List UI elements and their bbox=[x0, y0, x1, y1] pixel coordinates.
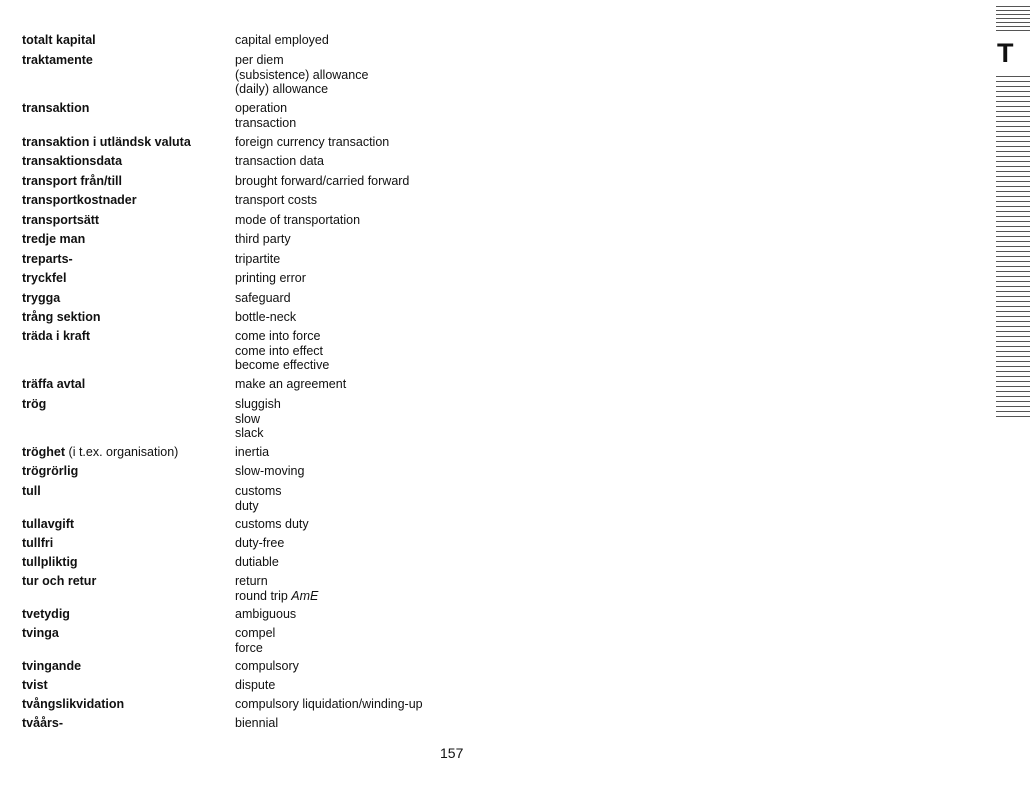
translation-line: foreign currency transaction bbox=[235, 135, 390, 149]
index-rule-line bbox=[996, 81, 1030, 82]
index-rule-line bbox=[996, 286, 1030, 287]
translation-line: dispute bbox=[235, 678, 276, 692]
index-rule-line bbox=[996, 296, 1030, 297]
index-rule-line bbox=[996, 371, 1030, 372]
index-rule-line bbox=[996, 76, 1030, 77]
index-rule-line bbox=[996, 316, 1030, 317]
translation-line: return bbox=[235, 574, 268, 588]
translation-line: slow bbox=[235, 411, 261, 426]
swedish-term: tredje man bbox=[22, 232, 86, 246]
translation-line: slack bbox=[235, 426, 264, 441]
swedish-term: träffa avtal bbox=[22, 377, 86, 391]
glossary-entries bbox=[0, 0, 480, 760]
index-rule-line bbox=[996, 326, 1030, 327]
swedish-term: tull bbox=[22, 484, 41, 498]
swedish-term: trögrörlig bbox=[22, 464, 79, 478]
index-rule-line bbox=[996, 14, 1030, 15]
index-rule-line bbox=[996, 111, 1030, 112]
index-rule-line bbox=[996, 151, 1030, 152]
index-rule-line bbox=[996, 176, 1030, 177]
translation-line: inertia bbox=[235, 445, 270, 459]
index-rule-line bbox=[996, 121, 1030, 122]
english-translation bbox=[235, 445, 475, 460]
translation-line: transport costs bbox=[235, 193, 317, 207]
swedish-term: tvinga bbox=[22, 626, 59, 640]
english-translation bbox=[235, 397, 475, 441]
index-rule-line bbox=[996, 181, 1030, 182]
translation-line: duty bbox=[235, 498, 259, 513]
swedish-term: transport från/till bbox=[22, 174, 123, 188]
index-rule-line bbox=[996, 236, 1030, 237]
index-rule-line bbox=[996, 276, 1030, 277]
index-rule-line bbox=[996, 101, 1030, 102]
translation-line: tripartite bbox=[235, 252, 281, 266]
swedish-term: transportkostnader bbox=[22, 193, 137, 207]
swedish-term: tryckfel bbox=[22, 271, 67, 285]
english-translation bbox=[235, 135, 475, 150]
translation-line: compulsory bbox=[235, 659, 299, 673]
translation-line: bottle-neck bbox=[235, 310, 297, 324]
translation-line: third party bbox=[235, 232, 291, 246]
index-rule-line bbox=[996, 306, 1030, 307]
index-rule-line bbox=[996, 10, 1030, 11]
english-translation bbox=[235, 626, 475, 655]
index-rule-line bbox=[996, 366, 1030, 367]
index-rule-line bbox=[996, 106, 1030, 107]
english-translation bbox=[235, 213, 475, 228]
index-rule-line bbox=[996, 186, 1030, 187]
swedish-term: trög bbox=[22, 397, 47, 411]
index-rule-line bbox=[996, 91, 1030, 92]
page-number: 157 bbox=[440, 745, 464, 761]
index-rule-line bbox=[996, 311, 1030, 312]
thumb-index-letter: T bbox=[997, 38, 1014, 68]
index-rule-line bbox=[996, 191, 1030, 192]
index-rule-line bbox=[996, 301, 1030, 302]
swedish-term: tvist bbox=[22, 678, 48, 692]
index-rule-line bbox=[996, 131, 1030, 132]
translation-line: transaction bbox=[235, 115, 297, 130]
index-rule-line bbox=[996, 356, 1030, 357]
usage-note: (i t.ex. organisation) bbox=[65, 445, 179, 459]
translation-line: safeguard bbox=[235, 291, 291, 305]
swedish-term: transaktionsdata bbox=[22, 154, 123, 168]
index-rule-line bbox=[996, 386, 1030, 387]
index-rule-line bbox=[996, 221, 1030, 222]
index-rule-line bbox=[996, 156, 1030, 157]
term-headword: tröghet bbox=[22, 445, 66, 459]
english-translation bbox=[235, 464, 475, 479]
usage-label: AmE bbox=[291, 588, 319, 603]
english-translation bbox=[235, 154, 475, 169]
index-rule-line bbox=[996, 256, 1030, 257]
english-translation bbox=[235, 174, 475, 189]
english-translation bbox=[235, 271, 475, 286]
swedish-term: tvetydig bbox=[22, 607, 70, 621]
english-translation bbox=[235, 659, 475, 674]
index-rule-line bbox=[996, 166, 1030, 167]
translation-line: customs duty bbox=[235, 517, 309, 531]
swedish-term: träda i kraft bbox=[22, 329, 91, 343]
index-rule-line bbox=[996, 376, 1030, 377]
translation-line: force bbox=[235, 640, 263, 655]
swedish-term: traktamente bbox=[22, 53, 93, 67]
swedish-term: treparts- bbox=[22, 252, 73, 266]
index-rule-line bbox=[996, 6, 1030, 7]
swedish-term: tvåårs- bbox=[22, 716, 63, 730]
index-rule-line bbox=[996, 321, 1030, 322]
index-rule-line bbox=[996, 136, 1030, 137]
translation-line: become effective bbox=[235, 358, 330, 373]
english-translation bbox=[235, 101, 475, 130]
index-rule-line bbox=[996, 196, 1030, 197]
index-rule-line bbox=[996, 381, 1030, 382]
index-rule-line bbox=[996, 361, 1030, 362]
translation-line: compel bbox=[235, 626, 276, 640]
translation-line bbox=[235, 589, 475, 604]
translation-line: ambiguous bbox=[235, 607, 297, 621]
translation-line: transaction data bbox=[235, 154, 324, 168]
english-translation bbox=[235, 232, 475, 247]
index-rule-line bbox=[996, 396, 1030, 397]
thumb-index bbox=[496, 0, 1014, 425]
translation-text: round trip bbox=[235, 588, 288, 603]
translation-line: per diem bbox=[235, 53, 284, 67]
translation-line: printing error bbox=[235, 271, 306, 285]
translation-line: come into force bbox=[235, 329, 321, 343]
translation-line: (daily) allowance bbox=[235, 82, 329, 97]
translation-line: operation bbox=[235, 101, 288, 115]
index-rule-line bbox=[996, 161, 1030, 162]
index-rule-line bbox=[996, 171, 1030, 172]
swedish-term: transaktion i utländsk valuta bbox=[22, 135, 191, 149]
index-rule-line bbox=[996, 281, 1030, 282]
index-rule-line bbox=[996, 201, 1030, 202]
english-translation bbox=[235, 291, 475, 306]
swedish-term: tullpliktig bbox=[22, 555, 78, 569]
english-translation bbox=[235, 484, 475, 513]
index-rule-line bbox=[996, 216, 1030, 217]
index-rule-line bbox=[996, 406, 1030, 407]
english-translation bbox=[235, 574, 475, 603]
index-rule-line bbox=[996, 261, 1030, 262]
index-rule-line bbox=[996, 351, 1030, 352]
english-translation bbox=[235, 517, 475, 532]
translation-line: duty-free bbox=[235, 536, 285, 550]
swedish-term: tvingande bbox=[22, 659, 82, 673]
translation-line: (subsistence) allowance bbox=[235, 67, 369, 82]
translation-line: brought forward/carried forward bbox=[235, 174, 410, 188]
index-rule-line bbox=[996, 30, 1030, 31]
index-rule-line bbox=[996, 141, 1030, 142]
english-translation bbox=[235, 33, 475, 48]
translation-line: make an agreement bbox=[235, 377, 347, 391]
index-rule-line bbox=[996, 401, 1030, 402]
swedish-term: tvångslikvidation bbox=[22, 697, 125, 711]
swedish-term: tur och retur bbox=[22, 574, 97, 588]
index-rule-line bbox=[996, 391, 1030, 392]
index-rule-line bbox=[996, 246, 1030, 247]
index-rule-line bbox=[996, 22, 1030, 23]
index-rule-line bbox=[996, 96, 1030, 97]
index-rule-line bbox=[996, 251, 1030, 252]
english-translation bbox=[235, 697, 475, 712]
english-translation bbox=[235, 678, 475, 693]
translation-line: dutiable bbox=[235, 555, 279, 569]
index-rule-line bbox=[996, 291, 1030, 292]
english-translation bbox=[235, 716, 475, 731]
index-rule-line bbox=[996, 331, 1030, 332]
index-rule-line bbox=[996, 271, 1030, 272]
swedish-term: transportsätt bbox=[22, 213, 100, 227]
english-translation bbox=[235, 193, 475, 208]
swedish-term: tullavgift bbox=[22, 517, 75, 531]
translation-line: sluggish bbox=[235, 397, 281, 411]
index-rule-line bbox=[996, 336, 1030, 337]
index-rule-line bbox=[996, 231, 1030, 232]
index-rule-line bbox=[996, 18, 1030, 19]
english-translation bbox=[235, 329, 475, 373]
translation-line: biennial bbox=[235, 716, 279, 730]
swedish-term: totalt kapital bbox=[22, 33, 96, 47]
english-translation bbox=[235, 555, 475, 570]
index-rule-line bbox=[996, 26, 1030, 27]
index-rule-line bbox=[996, 226, 1030, 227]
index-rule-line bbox=[996, 146, 1030, 147]
index-rule-line bbox=[996, 206, 1030, 207]
index-rule-line bbox=[996, 266, 1030, 267]
translation-line: compulsory liquidation/winding-up bbox=[235, 697, 423, 711]
index-rule-line bbox=[996, 241, 1030, 242]
swedish-term: transaktion bbox=[22, 101, 90, 115]
index-rule-line bbox=[996, 341, 1030, 342]
swedish-term: trygga bbox=[22, 291, 61, 305]
english-translation bbox=[235, 607, 475, 622]
english-translation bbox=[235, 377, 475, 392]
swedish-term: trång sektion bbox=[22, 310, 101, 324]
translation-line: slow-moving bbox=[235, 464, 305, 478]
index-rule-line bbox=[996, 211, 1030, 212]
english-translation bbox=[235, 536, 475, 551]
index-rule-line bbox=[996, 116, 1030, 117]
english-translation bbox=[235, 252, 475, 267]
index-rule-line bbox=[996, 86, 1030, 87]
english-translation bbox=[235, 310, 475, 325]
swedish-term bbox=[22, 445, 227, 460]
swedish-term: tullfri bbox=[22, 536, 54, 550]
index-rule-line bbox=[996, 126, 1030, 127]
translation-line: mode of transportation bbox=[235, 213, 361, 227]
translation-line: customs bbox=[235, 484, 282, 498]
index-rule-line bbox=[996, 416, 1030, 417]
english-translation bbox=[235, 53, 475, 97]
translation-line: capital employed bbox=[235, 33, 329, 47]
index-rule-line bbox=[996, 411, 1030, 412]
index-rule-line bbox=[996, 346, 1030, 347]
translation-line: come into effect bbox=[235, 343, 324, 358]
